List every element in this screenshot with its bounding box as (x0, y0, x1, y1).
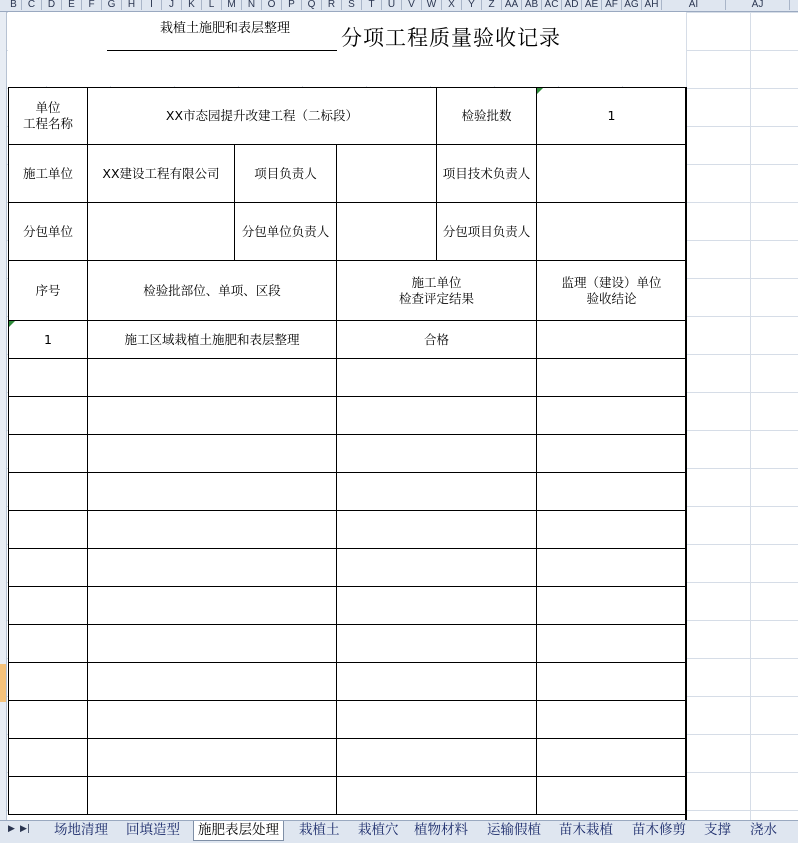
column-header-ai[interactable]: AI (662, 0, 726, 10)
column-header-k[interactable]: K (182, 0, 202, 10)
subtitle-underline (107, 50, 337, 51)
table-row-5-location[interactable] (87, 472, 337, 511)
sheet-tab-3[interactable]: 施肥表层处理 (193, 821, 284, 841)
column-header-d[interactable]: D (42, 0, 62, 10)
column-header-u[interactable]: U (382, 0, 402, 10)
column-header-z[interactable]: Z (482, 0, 502, 10)
table-row-8-seq[interactable] (8, 586, 88, 625)
column-header-g[interactable]: G (102, 0, 122, 10)
subcontract-label[interactable]: 分包单位 (8, 202, 88, 261)
table-row-9-self-check[interactable] (336, 624, 537, 663)
table-row-9-seq[interactable] (8, 624, 88, 663)
table-row-13-location[interactable] (87, 776, 337, 815)
table-row-6-seq[interactable] (8, 510, 88, 549)
sheet-tab-5[interactable]: 栽植穴 (358, 822, 399, 838)
sheet-tab-6[interactable]: 植物材料 (414, 822, 468, 838)
table-row-9-location[interactable] (87, 624, 337, 663)
column-header-t[interactable]: T (362, 0, 382, 10)
column-header-c[interactable]: C (22, 0, 42, 10)
table-row-7-seq[interactable] (8, 548, 88, 587)
header-location[interactable]: 检验批部位、单项、区段 (87, 260, 337, 321)
column-header-w[interactable]: W (422, 0, 442, 10)
column-header-e[interactable]: E (62, 0, 82, 10)
construction-unit-label[interactable]: 施工单位 (8, 144, 88, 203)
table-row-2-self-check[interactable] (336, 358, 537, 397)
tech-manager-value[interactable] (536, 144, 687, 203)
column-header-v[interactable]: V (402, 0, 422, 10)
table-row-13-seq[interactable] (8, 776, 88, 815)
form-title[interactable]: 分项工程质量验收记录 (341, 26, 561, 50)
subcontract-value[interactable] (87, 202, 235, 261)
column-header-ac[interactable]: AC (542, 0, 562, 10)
batch-count-value[interactable]: 1 (536, 87, 687, 145)
column-header-r[interactable]: R (322, 0, 342, 10)
table-row-8-location[interactable] (87, 586, 337, 625)
column-header-m[interactable]: M (222, 0, 242, 10)
table-row-12-location[interactable] (87, 738, 337, 777)
project-manager-value[interactable] (336, 144, 437, 203)
table-row-2-seq[interactable] (8, 358, 88, 397)
sheet-tab-9[interactable]: 苗木修剪 (632, 822, 686, 838)
last-sheet-arrow-icon[interactable]: ▶| (20, 824, 30, 834)
sheet-tab-11[interactable]: 浇水 (750, 822, 777, 838)
header-supervision[interactable]: 监理（建设）单位 验收结论 (536, 260, 687, 321)
column-header-ad[interactable]: AD (562, 0, 582, 10)
table-row-10-self-check[interactable] (336, 662, 537, 701)
column-header-l[interactable]: L (202, 0, 222, 10)
table-row-7-self-check[interactable] (336, 548, 537, 587)
row-header-bar (0, 12, 7, 820)
table-row-6-self-check[interactable] (336, 510, 537, 549)
column-header-aa[interactable]: AA (502, 0, 522, 10)
column-header-h[interactable]: H (122, 0, 142, 10)
subcontract-manager-value[interactable] (336, 202, 437, 261)
table-row-7-supervision[interactable] (536, 548, 687, 587)
column-header-o[interactable]: O (262, 0, 282, 10)
table-row-12-self-check[interactable] (336, 738, 537, 777)
column-header-bar (0, 0, 798, 12)
table-row-1-seq[interactable]: 1 (8, 320, 88, 359)
column-header-ah[interactable]: AH (642, 0, 662, 10)
table-row-1-location[interactable]: 施工区域栽植土施肥和表层整理 (87, 320, 337, 359)
project-manager-label[interactable]: 项目负责人 (234, 144, 337, 203)
subcontract-manager-label[interactable]: 分包单位负责人 (234, 202, 337, 261)
table-row-11-self-check[interactable] (336, 700, 537, 739)
table-row-8-supervision[interactable] (536, 586, 687, 625)
table-row-3-self-check[interactable] (336, 396, 537, 435)
table-row-7-location[interactable] (87, 548, 337, 587)
selected-row-indicator (0, 664, 6, 702)
table-row-10-supervision[interactable] (536, 662, 687, 701)
column-header-j[interactable]: J (162, 0, 182, 10)
table-row-9-supervision[interactable] (536, 624, 687, 663)
table-row-3-location[interactable] (87, 396, 337, 435)
column-header-ab[interactable]: AB (522, 0, 542, 10)
table-row-10-seq[interactable] (8, 662, 88, 701)
subcontract-project-manager-value[interactable] (536, 202, 687, 261)
column-header-q[interactable]: Q (302, 0, 322, 10)
table-row-13-supervision[interactable] (536, 776, 687, 815)
sheet-tab-bar (0, 820, 798, 843)
table-row-4-self-check[interactable] (336, 434, 537, 473)
column-header-x[interactable]: X (442, 0, 462, 10)
column-header-n[interactable]: N (242, 0, 262, 10)
column-header-ag[interactable]: AG (622, 0, 642, 10)
column-header-y[interactable]: Y (462, 0, 482, 10)
sheet-tab-4[interactable]: 栽植土 (299, 822, 340, 838)
sheet-tab-2[interactable]: 回填造型 (126, 822, 180, 838)
sheet-tab-7[interactable]: 运输假植 (487, 822, 541, 838)
header-self-check[interactable]: 施工单位 检查评定结果 (336, 260, 537, 321)
table-row-3-seq[interactable] (8, 396, 88, 435)
table-row-11-supervision[interactable] (536, 700, 687, 739)
construction-unit-value[interactable]: XX建设工程有限公司 (87, 144, 235, 203)
sheet-tab-8[interactable]: 苗木栽植 (559, 822, 613, 838)
table-row-1-self-check[interactable]: 合格 (336, 320, 537, 359)
table-row-11-location[interactable] (87, 700, 337, 739)
table-row-4-seq[interactable] (8, 434, 88, 473)
column-header-b[interactable]: B (6, 0, 22, 10)
next-sheet-arrow-icon[interactable]: ▶ (8, 824, 15, 834)
column-header-f[interactable]: F (82, 0, 102, 10)
table-row-2-supervision[interactable] (536, 358, 687, 397)
table-row-5-self-check[interactable] (336, 472, 537, 511)
header-seq[interactable]: 序号 (8, 260, 88, 321)
sheet-tab-1[interactable]: 场地清理 (54, 822, 108, 838)
table-row-8-self-check[interactable] (336, 586, 537, 625)
table-row-2-location[interactable] (87, 358, 337, 397)
form-grid (8, 87, 686, 820)
table-right-border (685, 87, 687, 820)
table-row-6-location[interactable] (87, 510, 337, 549)
column-header-p[interactable]: P (282, 0, 302, 10)
table-row-5-supervision[interactable] (536, 472, 687, 511)
table-row-12-seq[interactable] (8, 738, 88, 777)
table-row-4-supervision[interactable] (536, 434, 687, 473)
column-header-s[interactable]: S (342, 0, 362, 10)
batch-count-label[interactable]: 检验批数 (436, 87, 537, 145)
table-row-13-self-check[interactable] (336, 776, 537, 815)
tech-manager-label[interactable]: 项目技术负责人 (436, 144, 537, 203)
table-row-11-seq[interactable] (8, 700, 88, 739)
table-row-4-location[interactable] (87, 434, 337, 473)
unit-project-label[interactable]: 单位 工程名称 (8, 87, 88, 145)
column-header-af[interactable]: AF (602, 0, 622, 10)
table-row-12-supervision[interactable] (536, 738, 687, 777)
column-header-i[interactable]: I (142, 0, 162, 10)
sheet-tab-10[interactable]: 支撑 (704, 822, 731, 838)
table-row-6-supervision[interactable] (536, 510, 687, 549)
unit-project-value[interactable]: XX市态园提升改建工程（二标段） (87, 87, 437, 145)
form-subtitle[interactable]: 栽植土施肥和表层整理 (159, 21, 290, 36)
column-header-ae[interactable]: AE (582, 0, 602, 10)
subcontract-project-manager-label[interactable]: 分包项目负责人 (436, 202, 537, 261)
table-row-10-location[interactable] (87, 662, 337, 701)
table-row-5-seq[interactable] (8, 472, 88, 511)
table-row-3-supervision[interactable] (536, 396, 687, 435)
column-header-aj[interactable]: AJ (726, 0, 790, 10)
table-row-1-supervision[interactable] (536, 320, 687, 359)
